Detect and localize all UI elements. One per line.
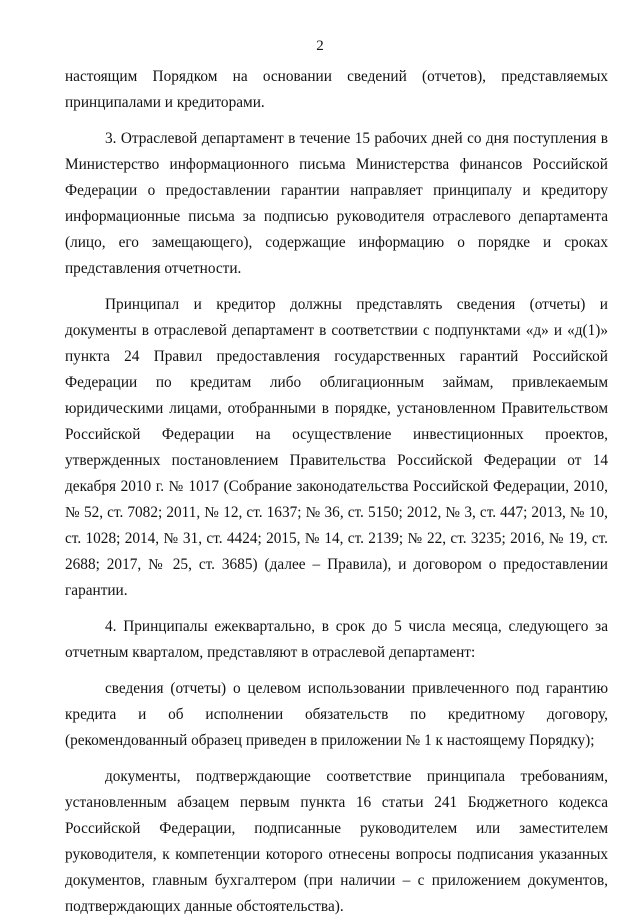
document-body [65, 64, 608, 920]
page-number: 2 [316, 38, 324, 54]
paragraph-item-4: 4. Принципалы ежеквартально, в срок до 5 числа месяца, следующего за отчетным кварталом, представляют в отраслевой департамент: [65, 618, 608, 661]
paragraph-principal-creditor: Принципал и кредитор должны представлять сведения (отчеты) и документы в отраслевой департамент в соответствии с подпунктами «д» и «д(1)» пункта 24 Правил предоставления государственных гарантий Российской Федерации по кредитам либо облигационным займам, привлекаемым юридическими лицами, отобранными в порядке, установленном Правительством Российской Федерации на осуществление инвестиционных проектов, утвержденных постановлением Правительства Российской Федерации от 14 декабря 2010 г. № 1017 (Собрание законодательства Российской Федерации, 2010, № 52, ст. 7082; 2011, № 12, ст. 1637; № 36, ст. 5150; 2012, № 3, ст. 447; 2013, № 10, ст. 1028; 2014, № 31, ст. 4424; 2015, № 14, ст. 2139; № 22, ст. 3235; 2016, № 19, ст. 2688; 2017, № 25, ст. 3685) (далее – Правила), и договором о предоставлении гарантии. [65, 296, 608, 599]
paragraph-reports: сведения (отчеты) о целевом использовании привлеченного под гарантию кредита и об исполнении обязательств по кредитному договору, (рекомендованный образец приведен в приложении № 1 к настоящему Порядку); [65, 680, 608, 749]
paragraph-documents: документы, подтверждающие соответствие принципала требованиям, установленным абзацем первым пункта 16 статьи 241 Бюджетного кодекса Российской Федерации, подписанные руководителем или заместителем руководителя, к компетенции которого отнесены вопросы подписания указанных документов, главным бухгалтером (при наличии – с приложением документов, подтверждающих данные обстоятельства). [65, 768, 608, 915]
paragraph-item-3: 3. Отраслевой департамент в течение 15 рабочих дней со дня поступления в Министерство информационного письма Министерства финансов Российской Федерации о предоставлении гарантии направляет принципалу и кредитору информационные письма за подписью руководителя отраслевого департамента (лицо, его замещающего), содержащие информацию о порядке и сроках представления отчетности. [65, 130, 608, 277]
paragraph-continuation: настоящим Порядком на основании сведений (отчетов), представляемых принципалами и кредиторами. [65, 68, 608, 111]
